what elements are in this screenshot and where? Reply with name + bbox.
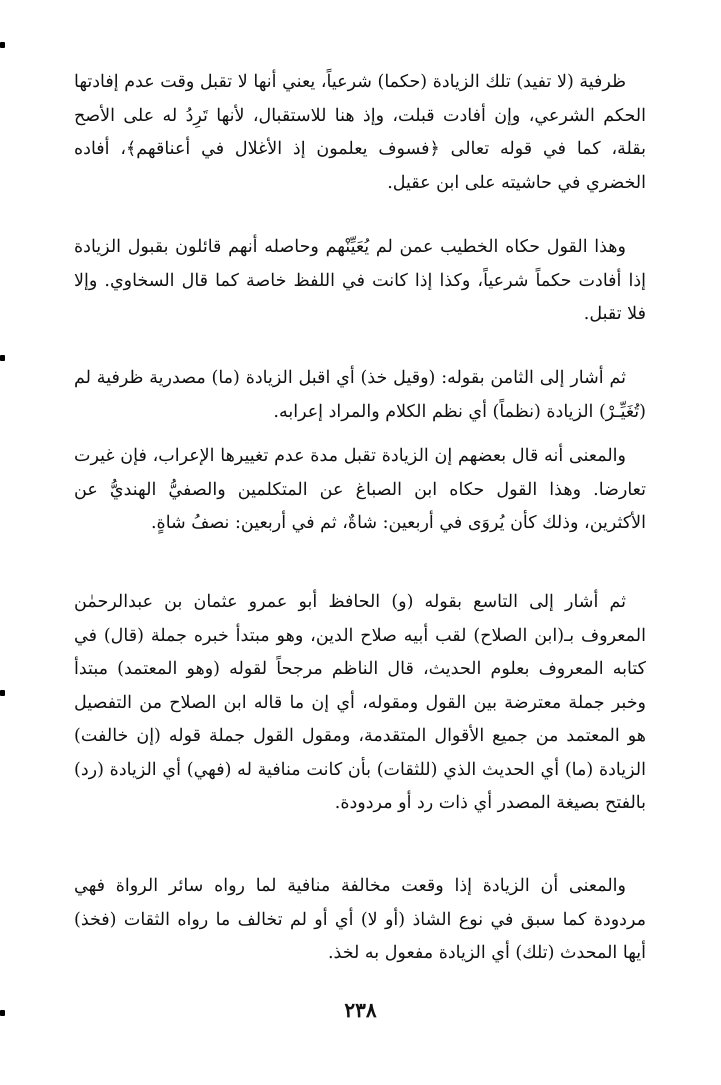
paragraph-1 [74, 66, 646, 200]
paragraph-4 [74, 440, 646, 541]
paragraph-text: ظرفية (لا تفيد) تلك الزيادة (حكما) شرعياً، يعني أنها لا تقبل وقت عدم إفادتها الحكم الشرعي، وإن أفادت قبلت، وإذ هنا للاستقبال، لأنها تَرِدُ له على الأصح بقلة، كما في قوله تعالى ﴿فسوف يعلمون إذ الأغلال في أعناقهم﴾، أفاده الخضري في حاشيته على ابن عقيل. [74, 72, 646, 193]
paragraph-6 [74, 870, 646, 971]
paragraph-text: والمعنى أنه قال بعضهم إن الزيادة تقبل مدة عدم تغييرها الإعراب، فإن غيرت تعارضا. وهذا القول حكاه ابن الصباغ عن المتكلمين والصفيُّ الهنديُّ عن الأكثرين، وذلك كأن يُروَى في أربعين: شاةٌ، ثم في أربعين: نصفُ شاةٍ. [74, 446, 646, 533]
margin-mark [0, 690, 5, 696]
margin-mark [0, 42, 5, 48]
paragraph-2 [74, 231, 646, 332]
paragraph-text: ثم أشار إلى التاسع بقوله (و) الحافظ أبو عمرو عثمان بن عبدالرحمٰن المعروف بـ(ابن الصلاح) لقب أبيه صلاح الدين، وهو مبتدأ خبره جملة (قال) في كتابه المعروف بعلوم الحديث، قال الناظم مرجحاً لقوله (وهو المعتمد) مبتدأ وخبر جملة معترضة بين القول ومقوله، أي إن ما قاله ابن الصلاح من التفصيل هو المعتمد من جميع الأقوال المتقدمة، ومقول القول جملة قوله (إن خالفت) الزيادة (ما) أي الحديث الذي (للثقات) بأن كانت منافية له (فهي) أي الزيادة (رد) بالفتح بصيغة المصدر أي ذات رد أو مردودة. [74, 592, 646, 813]
page-number: ٢٣٨ [344, 998, 377, 1022]
margin-mark [0, 355, 5, 361]
paragraph-3 [74, 362, 646, 429]
paragraph-text: والمعنى أن الزيادة إذا وقعت مخالفة منافية لما رواه سائر الرواة فهي مردودة كما سبق في نوع الشاذ (أو لا) أي أو لم تخالف ما رواه الثقات (فخذ) أيها المحدث (تلك) أي الزيادة مفعول به لخذ. [74, 876, 646, 963]
paragraph-text: وهذا القول حكاه الخطيب عمن لم يُعَيِّنْهم وحاصله أنهم قائلون بقبول الزيادة إذا أفادت حكماً شرعياً، وكذا إذا كانت في اللفظ خاصة كما قال السخاوي. وإلا فلا تقبل. [74, 237, 646, 324]
paragraph-text: ثم أشار إلى الثامن بقوله: (وقيل خذ) أي اقبل الزيادة (ما) مصدرية ظرفية لم (تُغَيِّـرْ) الزيادة (نظماً) أي نظم الكلام والمراد إعرابه. [74, 368, 646, 422]
paragraph-5 [74, 586, 646, 821]
